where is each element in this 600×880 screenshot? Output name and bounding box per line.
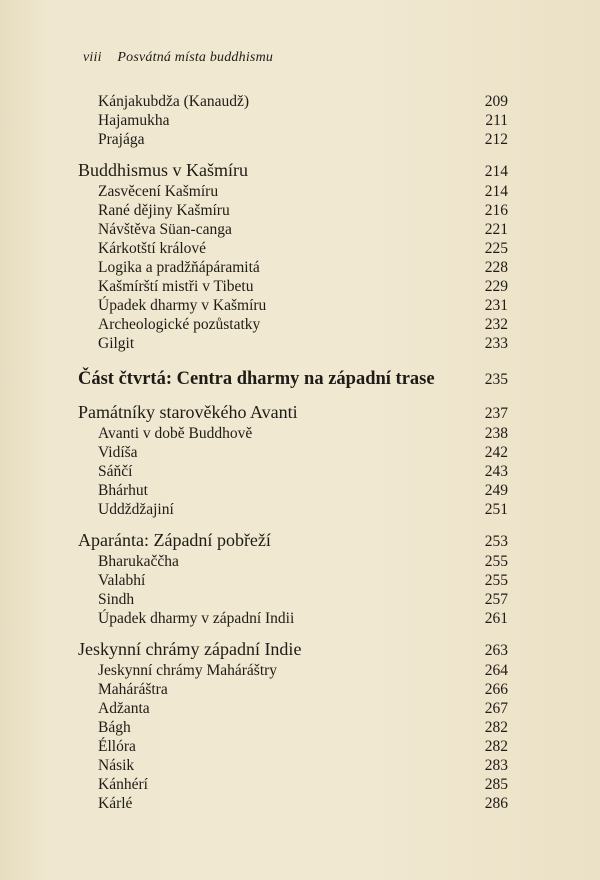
toc-entry xyxy=(78,571,508,590)
toc-entry-page: 286 xyxy=(484,795,508,812)
toc-entry-label: Gilgit xyxy=(98,335,135,352)
toc-entry-label: Kánhérí xyxy=(98,776,148,793)
toc-chapter-heading xyxy=(78,159,508,182)
toc-entry-page: 237 xyxy=(484,405,508,422)
toc-entry xyxy=(78,443,508,462)
toc-entry-page: 209 xyxy=(484,93,508,110)
toc-entry-label: Prajága xyxy=(98,131,145,148)
toc-entry xyxy=(78,609,508,628)
toc-entry-label: Kárlé xyxy=(98,795,133,812)
toc-entry xyxy=(78,737,508,756)
toc-entry-label: Návštěva Süan-canga xyxy=(98,221,232,238)
toc-entry-page: 228 xyxy=(484,259,508,276)
toc-entry xyxy=(78,111,508,130)
toc-entry-label: Kárkotští králové xyxy=(98,240,207,257)
toc-entry-page: 282 xyxy=(484,738,508,755)
toc-entry xyxy=(78,661,508,680)
toc-entry-label: Část čtvrtá: Centra dharmy na západní trase xyxy=(78,369,435,389)
toc-entry-page: 243 xyxy=(484,463,508,480)
toc-entry-page: 242 xyxy=(484,444,508,461)
toc-entry-label: Bágh xyxy=(98,719,131,736)
toc-entry-label: Památníky starověkého Avanti xyxy=(78,402,298,422)
table-of-contents xyxy=(78,92,508,813)
toc-spacer xyxy=(78,353,508,367)
page-number: viii xyxy=(83,50,102,65)
toc-entry xyxy=(78,201,508,220)
toc-entry-page: 253 xyxy=(484,533,508,550)
toc-entry-label: Aparánta: Západní pobřeží xyxy=(78,530,271,550)
toc-entry-page: 214 xyxy=(484,163,508,180)
toc-entry-label: Jeskynní chrámy západní Indie xyxy=(78,639,302,659)
toc-entry-page: 283 xyxy=(484,757,508,774)
book-title: Posvátná místa buddhismu xyxy=(117,50,274,65)
toc-entry xyxy=(78,590,508,609)
toc-entry-page: 211 xyxy=(485,112,508,129)
toc-entry xyxy=(78,296,508,315)
toc-entry-label: Úpadek dharmy v Kašmíru xyxy=(98,297,267,314)
toc-entry xyxy=(78,130,508,149)
toc-entry-page: 264 xyxy=(484,662,508,679)
toc-entry-page: 233 xyxy=(484,335,508,352)
toc-entry-label: Bharukaččha xyxy=(98,553,179,570)
toc-entry-label: Sindh xyxy=(98,591,135,608)
toc-entry-label: Maháráštra xyxy=(98,681,168,698)
toc-entry xyxy=(78,315,508,334)
toc-entry-page: 235 xyxy=(484,371,508,388)
toc-entry xyxy=(78,462,508,481)
toc-entry-label: Vidíša xyxy=(98,444,138,461)
toc-entry xyxy=(78,500,508,519)
toc-entry-label: Hajamukha xyxy=(98,112,170,129)
toc-entry-label: Avanti v době Buddhově xyxy=(98,425,253,442)
toc-entry-label: Logika a pradžňápáramitá xyxy=(98,259,260,276)
toc-entry-page: 263 xyxy=(484,642,508,659)
toc-entry xyxy=(78,92,508,111)
toc-entry xyxy=(78,334,508,353)
toc-spacer xyxy=(78,149,508,159)
toc-entry-label: Zasvěcení Kašmíru xyxy=(98,183,219,200)
toc-entry-page: 285 xyxy=(484,776,508,793)
toc-entry-page: 221 xyxy=(484,221,508,238)
toc-entry-label: Valabhí xyxy=(98,572,146,589)
toc-entry-page: 214 xyxy=(484,183,508,200)
toc-entry-page: 229 xyxy=(484,278,508,295)
toc-entry-page: 266 xyxy=(484,681,508,698)
toc-entry-page: 225 xyxy=(484,240,508,257)
toc-entry-page: 257 xyxy=(484,591,508,608)
toc-entry-label: Jeskynní chrámy Maháráštry xyxy=(98,662,278,679)
toc-spacer xyxy=(78,628,508,638)
toc-entry-label: Násik xyxy=(98,757,135,774)
toc-entry-label: Éllóra xyxy=(98,738,136,755)
toc-entry xyxy=(78,794,508,813)
toc-entry-page: 255 xyxy=(484,553,508,570)
toc-entry-page: 249 xyxy=(484,482,508,499)
toc-entry-page: 212 xyxy=(484,131,508,148)
toc-entry-label: Úpadek dharmy v západní Indii xyxy=(98,610,295,627)
toc-spacer xyxy=(78,391,508,401)
toc-entry-page: 261 xyxy=(484,610,508,627)
toc-entry xyxy=(78,481,508,500)
toc-entry xyxy=(78,277,508,296)
toc-entry-label: Kašmírští mistři v Tibetu xyxy=(98,278,254,295)
toc-entry-label: Kánjakubdža (Kanaudž) xyxy=(98,93,250,110)
toc-chapter-heading xyxy=(78,401,508,424)
toc-entry-label: Buddhismus v Kašmíru xyxy=(78,160,249,180)
toc-entry-label: Rané dějiny Kašmíru xyxy=(98,202,230,219)
toc-entry xyxy=(78,258,508,277)
toc-chapter-heading xyxy=(78,529,508,552)
toc-entry-label: Uddždžajiní xyxy=(98,501,174,518)
toc-entry xyxy=(78,680,508,699)
toc-entry xyxy=(78,239,508,258)
toc-entry xyxy=(78,699,508,718)
toc-entry xyxy=(78,552,508,571)
toc-entry xyxy=(78,220,508,239)
toc-entry-label: Archeologické pozůstatky xyxy=(98,316,261,333)
toc-entry xyxy=(78,182,508,201)
toc-entry-page: 232 xyxy=(484,316,508,333)
toc-entry-label: Bhárhut xyxy=(98,482,148,499)
toc-chapter-heading xyxy=(78,638,508,661)
toc-entry-label: Sáňčí xyxy=(98,463,133,480)
running-head xyxy=(83,50,273,66)
toc-entry xyxy=(78,756,508,775)
toc-entry-page: 282 xyxy=(484,719,508,736)
toc-spacer xyxy=(78,519,508,529)
toc-entry-page: 231 xyxy=(484,297,508,314)
toc-entry-page: 251 xyxy=(484,501,508,518)
toc-entry-page: 267 xyxy=(484,700,508,717)
toc-part-heading xyxy=(78,367,508,391)
toc-entry xyxy=(78,718,508,737)
toc-entry-page: 216 xyxy=(484,202,508,219)
toc-entry xyxy=(78,424,508,443)
toc-entry-label: Adžanta xyxy=(98,700,150,717)
toc-entry-page: 238 xyxy=(484,425,508,442)
toc-entry xyxy=(78,775,508,794)
toc-entry-page: 255 xyxy=(484,572,508,589)
